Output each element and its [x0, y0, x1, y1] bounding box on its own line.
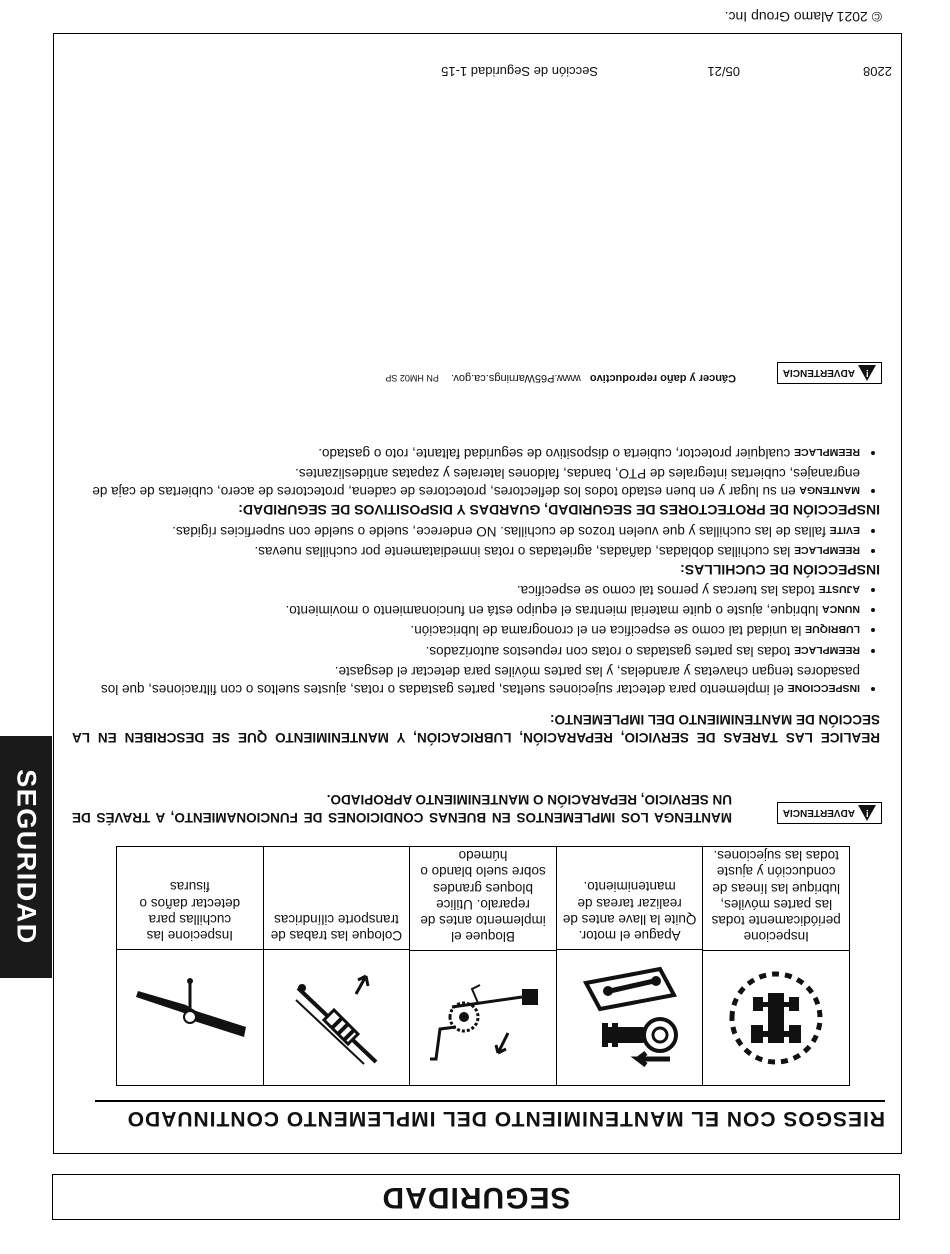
hazard-cell — [409, 847, 556, 1085]
tractor-inspection-icon — [703, 950, 849, 1085]
blocked-implement-icon — [410, 950, 556, 1085]
part-number: PN HM02 SP — [385, 373, 439, 383]
hazard-text: Inspecione periódicamente todas las partes móviles, lubrique las líneas de conducción y ajuste todas las sujeciones. — [711, 848, 841, 945]
cancer-warning-url: www.P65Warnings.ca.gov. — [451, 372, 581, 384]
footer-section: Sección de Seguridad 1-15 — [441, 64, 598, 79]
guards-inspection-heading: INSPECCIÓN DE PROTECTORES DE SEGURIDAD, GUARDAS Y DISPOSITIVOS DE SEGURIDAD: — [238, 502, 880, 519]
warning-label-text: ADVERTENCIA — [782, 807, 855, 819]
hazard-text: Coloque las trabas de transporte cilíndricas — [270, 911, 403, 943]
warning-triangle-icon — [858, 805, 876, 821]
hazard-text: Bloquee el implemento antes de reparalo. Utilice bloques grandes sobre suelo blando o húmedo — [420, 848, 546, 945]
list-item: • REEMPLACE todas las partes gastadas o rotas con repuestos autorizados. — [72, 641, 860, 659]
transport-lock-icon — [264, 949, 410, 1085]
list-item: • REEMPLACE cualquier protector, cubierta o dispositivo de seguridad faltante, roto o gastado. — [72, 444, 860, 462]
footer-date: 05/21 — [707, 64, 740, 79]
hazard-text: Inspecione las cuchillas para detectar daños o fisuras — [139, 879, 241, 943]
footer-code: 2208 — [863, 64, 892, 79]
cancer-warning — [385, 372, 736, 384]
list-item: • INSPECCIONE el implemento para detectar sujeciones sueltas, partes gastadas o rotas, ajustes sueltos o con filtraciones, que los pasadores tengan chavetas y arandelas, y las partes móviles para detectar el desgaste. — [72, 662, 860, 698]
maintenance-list — [72, 442, 880, 698]
warning-label-text: ADVERTENCIA — [782, 367, 855, 379]
hazard-cell — [556, 847, 703, 1085]
list-item: • MANTENGA en su lugar y en buen estado todos los deflectores, protectores de cadena, protectores de acero, cubiertas de caja de engranajes, cubiertas integrales de PTO, bandas, faldones laterales y zapatas antideslizantes. — [72, 464, 860, 500]
hazard-cell — [263, 847, 410, 1085]
page-title: SEGURIDAD — [381, 1181, 571, 1214]
list-item: • NUNCA lubrique, ajuste o quite material mientras el equipo está en funcionamiento o movimiento. — [72, 601, 860, 619]
blade-inspection-icon — [117, 949, 263, 1085]
hazard-cell — [117, 847, 263, 1085]
hazard-grid — [116, 846, 850, 1086]
copyright-text: © 2021 Alamo Group Inc. — [724, 9, 882, 25]
key-manual-icon — [557, 949, 703, 1085]
warning-triangle-icon — [858, 365, 876, 381]
maintenance-warning-paragraph: MANTENGA LOS IMPLEMENTOS EN BUENAS CONDICIONES DE FUNCIONAMIENTO, A TRAVÉS DE UN SERVICIO, REPARACIÓN O MANTENIMIENTO APROPIADO. — [72, 791, 732, 825]
side-tab-label: SEGURIDAD — [11, 769, 42, 945]
warning-label — [777, 802, 882, 824]
section-title: RIESGOS CON EL MANTENIMIENTO DEL IMPLEMENTO CONTINUADO — [95, 1100, 885, 1130]
cancer-warning-title: Cáncer y daño reproductivo — [589, 372, 736, 384]
blade-inspection-heading: INSPECCIÓN DE CUCHILLAS: — [680, 561, 880, 578]
list-item: • LUBRIQUE la unidad tal como se especifica en el cronograma de lubricación. — [72, 621, 860, 639]
list-item: • REEMPLACE las cuchillas dobladas, dañadas, agrietadas o rotas inmediatamente por cuchillas nuevas. — [72, 542, 860, 560]
warning-label — [777, 362, 882, 384]
list-item: • EVITE fallas de las cuchillas y que vuelen trozos de cuchillas. NO enderece, suelde o suelde con superficies rígidas. — [72, 521, 860, 539]
list-item: • AJUSTE todas las tuercas y pernos tal como se especifica. — [72, 581, 860, 599]
side-tab — [0, 736, 52, 978]
hazard-text: Apague el motor. Quite la llave antes de realizar tareas de mantenimiento. — [562, 879, 697, 943]
page-title-box — [52, 1174, 900, 1220]
service-tasks-heading: REALICE LAS TAREAS DE SERVICIO, REPARACIÓN, LUBRICACIÓN, Y MANTENIMIENTO QUE SE DESCRIBEN EN LA SECCIÓN DE MANTENIMIENTO DEL IMPLEMENTO: — [72, 711, 880, 745]
hazard-cell — [702, 847, 849, 1085]
